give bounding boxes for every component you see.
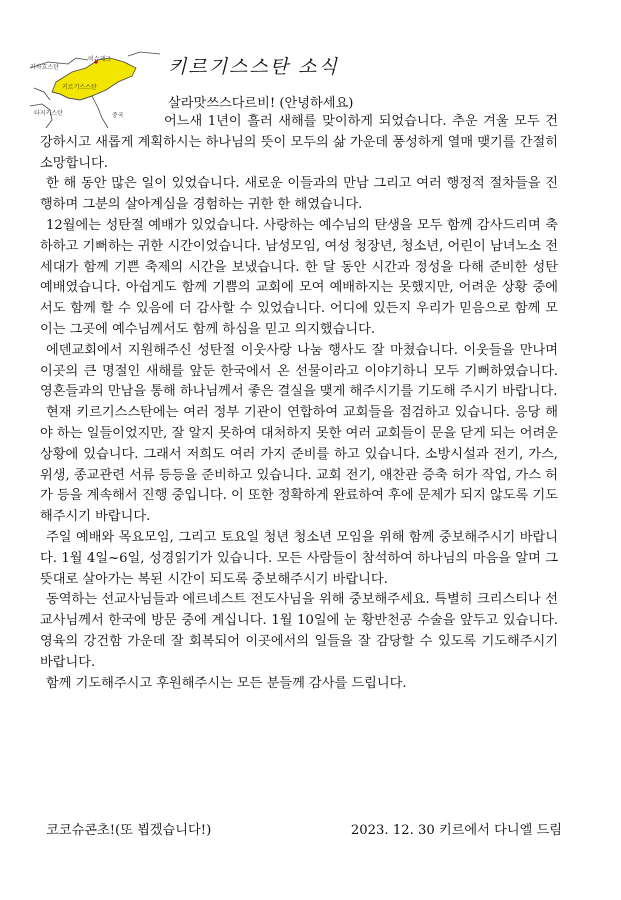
signoff-row: [40, 819, 562, 838]
map-label-kazakhstan: 카자흐스탄: [30, 64, 59, 71]
paragraph-7: 동역하는 선교사님들과 에르네스트 전도사님을 위해 중보해주세요. 특별히 크리스티나 선교사님께서 한국에 방문 중에 계십니다. 1월 10일에 눈 황반천공 수술을 앞두고 있습니다. 영육의 강건함 가운데 잘 회복되어 이곳에서의 일들을 잘 감당할 수 있도록 기도해주시기 바랍니다.: [40, 592, 558, 670]
paragraph-4: 에덴교회에서 지원해주신 성탄절 이웃사랑 나눔 행사도 잘 마쳤습니다. 이웃들을 만나며 이곳의 큰 명절인 새해를 앞둔 한국에서 온 선물이라고 이야기하니 모두 기뻐하였습니다. 영혼들과의 만남을 통해 하나님께서 좋은 결실을 맺게 해주시기를 기도해 주시기 바랍니다.: [40, 342, 558, 400]
signoff-farewell: 코코슈콘초!(또 뵙겠습니다!): [46, 823, 212, 838]
signoff-date-signature: 2023. 12. 30 키르에서 다니엘 드림: [350, 823, 562, 838]
map-label-china: 중국: [112, 112, 124, 119]
greeting: 살라맛쓰스다르비! (안녕하세요): [168, 96, 354, 111]
letter-body: [40, 112, 558, 694]
paragraph-2: 한 해 동안 많은 일이 있었습니다. 새로운 이들과의 만남 그리고 여러 행정적 절차들을 진행하며 그분의 살아계심을 경험하는 귀한 한 해였습니다.: [40, 176, 558, 213]
map-label-bishkek: 비슈케크: [88, 56, 112, 63]
paragraph-1: 어느새 1년이 흘러 새해를 맞이하게 되었습니다. 추운 겨울 모두 건강하시고 새롭게 계획하시는 하나님의 뜻이 모두의 삶 가운데 풍성하게 열매 맺기를 간절히 소망합니다.: [40, 114, 558, 171]
paragraph-5: 현재 키르기스스탄에는 여러 정부 기관이 연합하여 교회들을 점검하고 있습니다. 응당 해야 하는 일들이었지만, 잘 알지 못하여 대처하지 못한 여러 교회들이 문을 닫게 되는 어려운 상황에 있습니다. 그래서 저희도 여러 가지 준비를 하고 있습니다. 소방시설과 전기, 가스, 위생, 종교관련 서류 등등을 준비하고 있습니다. 교회 전기, 애찬관 증축 허가 작업, 가스 허가 등을 계속해서 진행 중입니다. 이 또한 정확하게 완료하여 후에 문제가 되지 않도록 기도해주시기 바랍니다.: [40, 405, 558, 525]
paragraph-8: 함께 기도해주시고 후원해주시는 모든 분들께 감사를 드립니다.: [46, 675, 407, 691]
paragraph-6: 주일 예배와 목요모임, 그리고 토요일 청년 청소년 모임을 위해 함께 중보해주시기 바랍니다. 1월 4일~6일, 성경읽기가 있습니다. 모든 사람들이 참석하여 하나님의 마음을 알며 그 뜻대로 살아가는 복된 시간이 되도록 중보해주시기 바랍니다.: [40, 529, 558, 587]
map-label-kyrgyzstan: 키르기스스탄: [62, 84, 97, 91]
page-title: 키르기스스탄 소식: [168, 56, 339, 78]
kyrgyzstan-region: [52, 58, 136, 100]
paragraph-3: 12월에는 성탄절 예배가 있었습니다. 사랑하는 예수님의 탄생을 모두 함께 감사드리며 축하하고 기뻐하는 귀한 시간이었습니다. 남성모임, 여성 청장년, 청소년, 어린이 남녀노소 전 세대가 함께 기쁜 축제의 시간을 보냈습니다. 한 달 동안 시간과 정성을 다해 준비한 성탄 예배였습니다. 아쉽게도 함께 기쁨의 교회에 모여 예배하지는 못했지만, 어려운 상황 중에서도 함께 할 수 있음에 더 감사할 수 있었습니다. 어디에 있든지 우리가 믿음으로 함께 모이는 그곳에 예수님께서도 함께 하심을 믿고 의지했습니다.: [40, 217, 558, 337]
map-label-tajikistan: 타지키스탄: [34, 110, 63, 117]
